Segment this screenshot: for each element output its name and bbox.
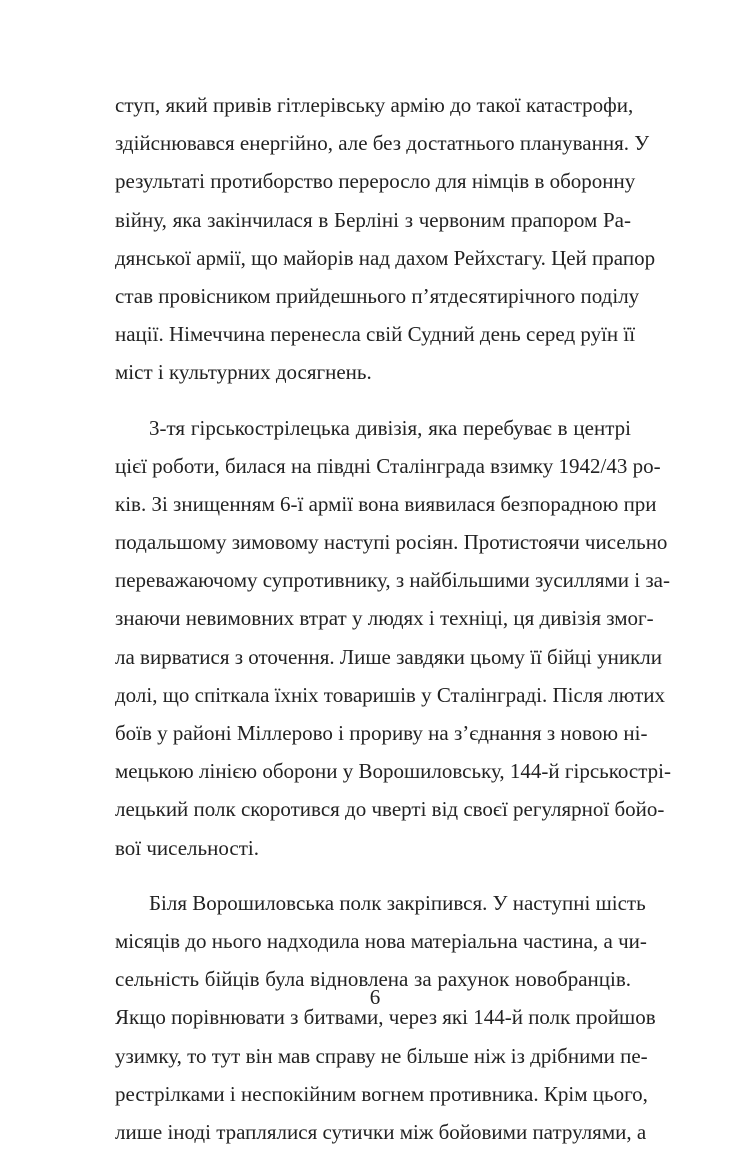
paragraph-1 — [115, 86, 656, 392]
text-line: боїв у районі Міллерово і прориву на з’єднання з новою ні- — [115, 721, 648, 745]
text-line: вої чисельності. — [115, 835, 259, 860]
text-line: переважаючому супротивнику, з найбільшими зусиллями і за- — [115, 568, 670, 593]
text-line: дянської армії, що майорів над дахом Рейхстагу. Цей прапор — [115, 245, 656, 270]
paragraph-3 — [115, 884, 656, 1151]
text-line: результаті протиборство переросло для німців в оборонну — [115, 169, 636, 194]
text-line: міст і культурних досягнень. — [115, 360, 372, 385]
text-line: подальшому зимовому наступі росіян. Протистоячи чисельно — [115, 530, 668, 555]
text-line: війну, яка закінчилася в Берліні з червоним прапором Ра- — [115, 207, 631, 232]
page-number: 6 — [369, 985, 381, 1009]
text-line: став провісником прийдешнього п’ятдесятирічного поділу — [115, 283, 640, 308]
paragraph-2 — [115, 409, 671, 867]
text-line: узимку, то тут він мав справу не більше ніж із дрібними пе- — [115, 1043, 648, 1068]
text-line: лецький полк скоротився до чверті від своєї регулярної бойо- — [115, 797, 665, 822]
text-line: ків. Зі знищенням 6-ї армії вона виявилася безпорадною при — [115, 491, 657, 516]
text-line: знаючи невимовних втрат у людях і техніці, ця дивізія змог- — [115, 606, 654, 631]
text-line: цієї роботи, билася на півдні Сталінграда взимку 1942/43 ро- — [115, 453, 661, 478]
text-line: Якщо порівнювати з битвами, через які 144-й полк пройшов — [115, 1005, 656, 1030]
text-line: здійснювався енергійно, але без достатнього планування. У — [115, 131, 650, 156]
text-line: місяців до нього надходила нова матеріальна частина, а чи- — [115, 928, 647, 953]
text-line: ла вирватися з оточення. Лише завдяки цьому її бійці уникли — [115, 644, 663, 669]
text-line: долі, що спіткала їхніх товаришів у Сталінграді. Після лютих — [115, 682, 666, 707]
text-line: сельність бійців була відновлена за рахунок новобранців. — [115, 967, 631, 992]
text-line: мецькою лінією оборони у Ворошиловську, 144-й гірськострі- — [115, 759, 671, 784]
text-line: Біля Ворошиловська полк закріпився. У наступні шість — [149, 890, 646, 915]
text-line: лише іноді траплялися сутички між бойовими патрулями, а — [115, 1119, 647, 1144]
text-line: рестрілками і неспокійним вогнем противника. Крім цього, — [115, 1081, 648, 1106]
text-line: ступ, який привів гітлерівську армію до такої катастрофи, — [115, 93, 634, 117]
text-line: нації. Німеччина перенесла свій Судний день серед руїн її — [115, 322, 636, 347]
text-line: 3-тя гірськострілецька дивізія, яка перебуває в центрі — [149, 415, 631, 440]
